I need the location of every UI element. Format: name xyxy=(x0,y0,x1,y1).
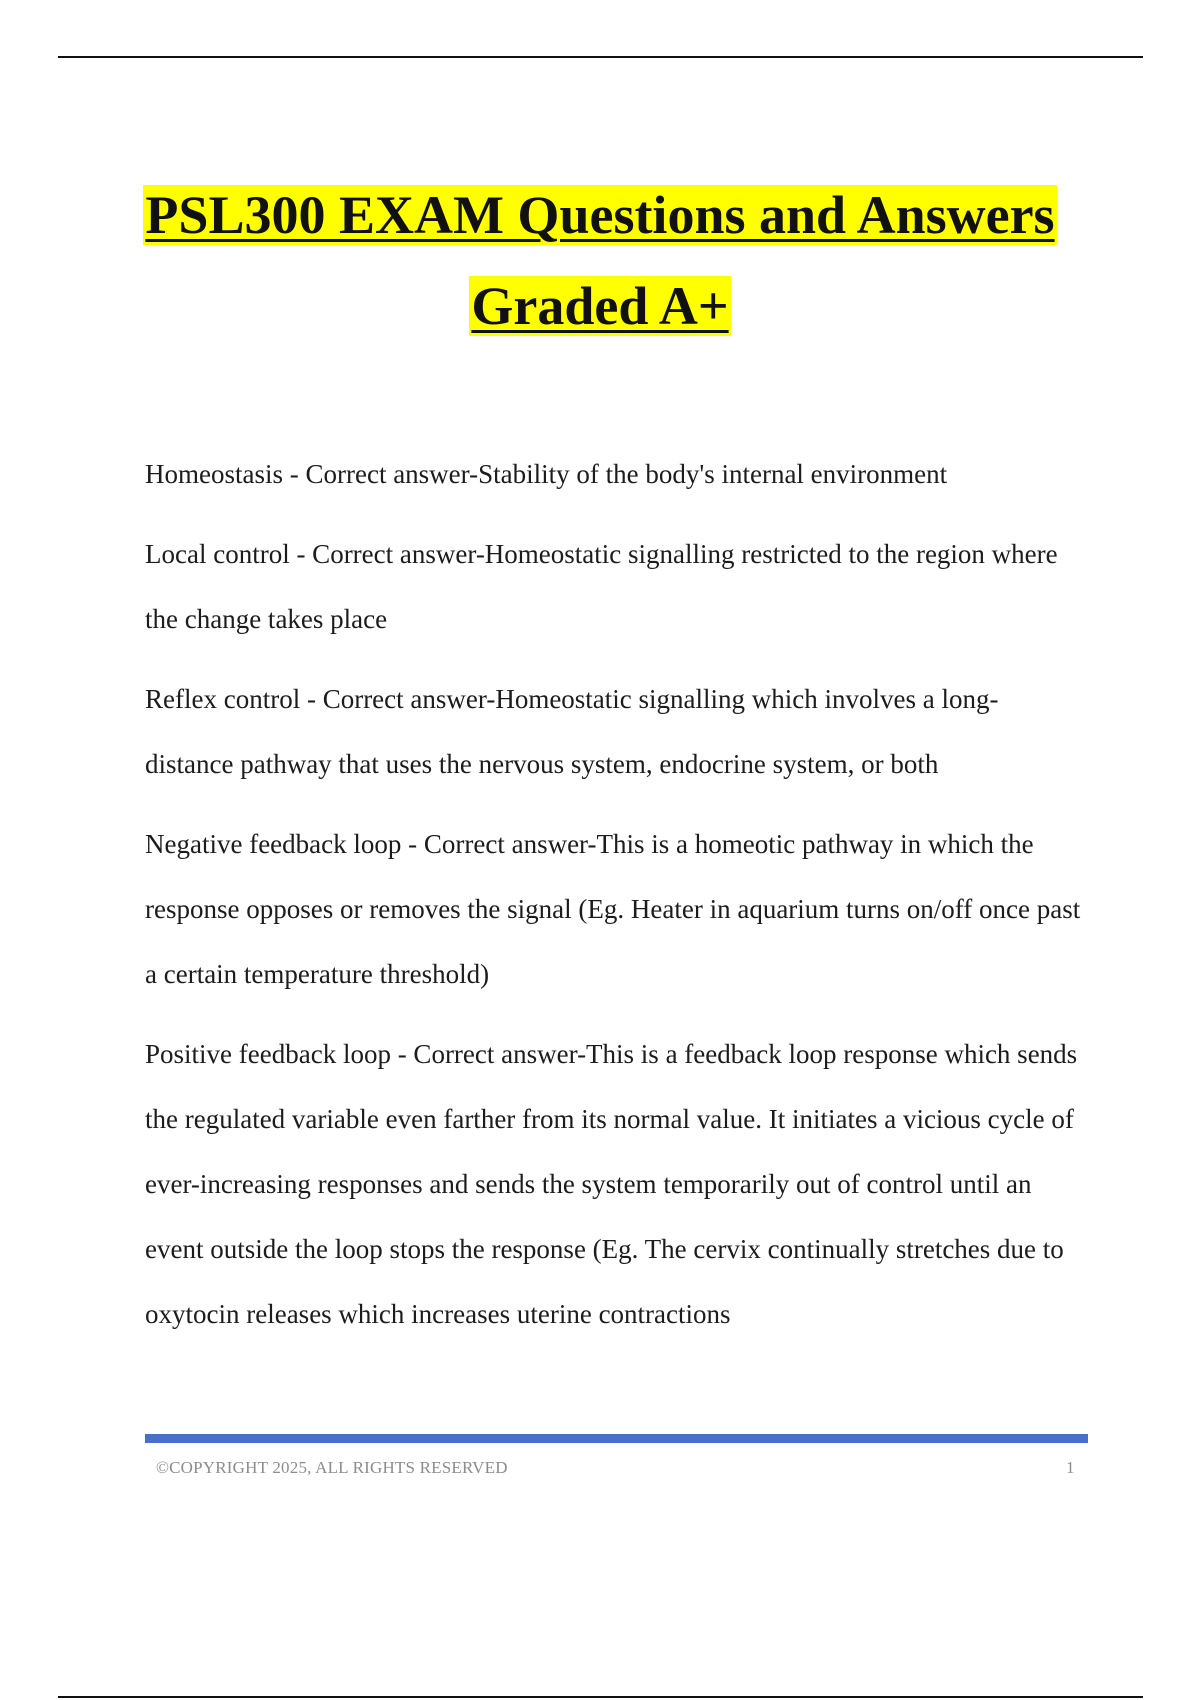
footer-page-number: 1 xyxy=(1066,1458,1075,1477)
top-rule xyxy=(58,56,1143,58)
title-line-2-row xyxy=(0,261,1200,352)
footer-divider-bar xyxy=(145,1434,1088,1443)
bottom-rule xyxy=(58,1696,1143,1698)
title-line-2: Graded A+ xyxy=(471,276,729,336)
qa-item-reflex-control: Reflex control - Correct answer-Homeostatic signalling which involves a long-distance pathway that uses the nervous system, endocrine system, or both xyxy=(145,684,999,779)
qa-item-local-control: Local control - Correct answer-Homeostatic signalling restricted to the region where the change takes place xyxy=(145,539,1058,634)
footer-copyright: ©COPYRIGHT 2025, ALL RIGHTS RESERVED xyxy=(156,1458,508,1477)
document-title xyxy=(0,170,1200,352)
qa-item-homeostasis: Homeostasis - Correct answer-Stability of the body's internal environment xyxy=(145,459,948,489)
qa-item-negative-feedback: Negative feedback loop - Correct answer-This is a homeotic pathway in which the response opposes or removes the signal (Eg. Heater in aquarium turns on/off once past a certain temperature threshold) xyxy=(145,829,1081,989)
title-line-1: PSL300 EXAM Questions and Answers xyxy=(145,185,1055,245)
qa-list xyxy=(145,442,1085,1362)
title-line-1-row xyxy=(0,170,1200,261)
qa-item-positive-feedback: Positive feedback loop - Correct answer-This is a feedback loop response which sends the regulated variable even farther from its normal value. It initiates a vicious cycle of ever-increasing responses and sends the system temporarily out of control until an event outside the loop stops the response (Eg. The cervix continually stretches due to oxytocin releases which increases uterine contractions xyxy=(145,1039,1078,1329)
